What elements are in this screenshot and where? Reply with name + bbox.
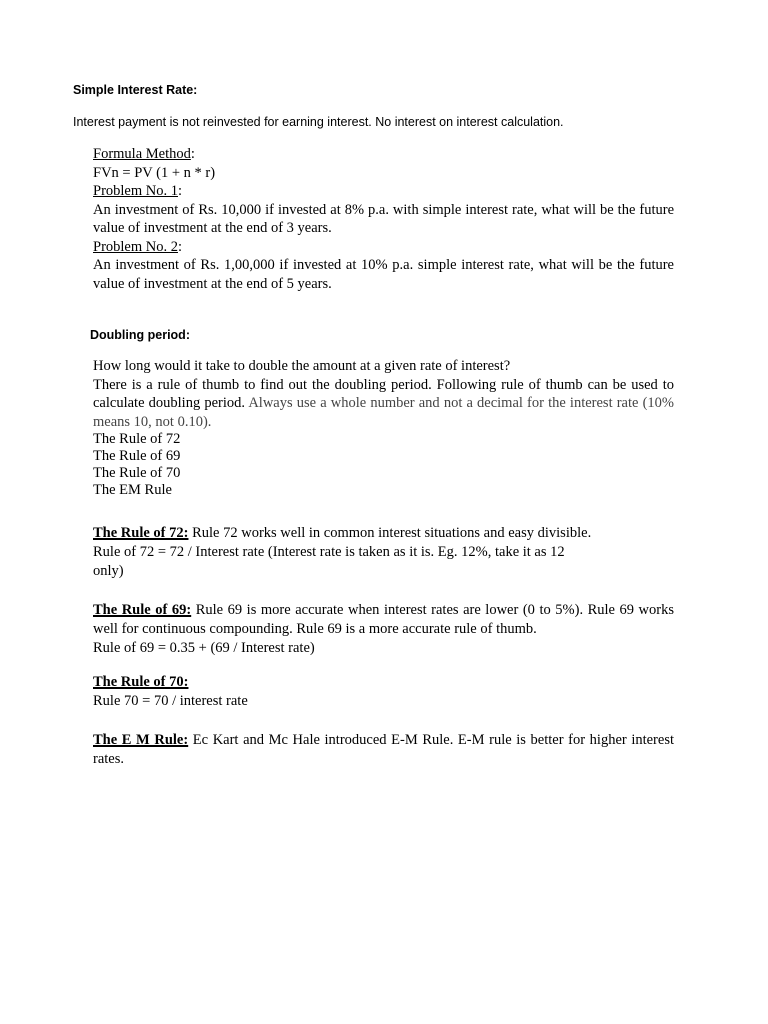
rules-list [93, 431, 674, 499]
formula: FVn = PV (1 + n * r) [93, 164, 216, 181]
rule-69-section [93, 601, 674, 658]
rule-72-formula: Rule of 72 = 72 / Interest rate (Interest rate is taken as it is. Eg. 12%, take it as 12 [93, 544, 565, 560]
doubling-intro-text: There is a rule of thumb to find out the doubling period. Following rule of thumb can be used to calculate doubling period. [93, 376, 674, 411]
simple-interest-heading: Simple Interest Rate: [73, 83, 198, 97]
rule-70-title: The Rule of 70: [93, 674, 189, 690]
em-rule-title: The E M Rule: [93, 732, 189, 748]
rule-72-text: Rule 72 works well in common interest situations and easy divisible. [188, 525, 592, 541]
doubling-period-heading: Doubling period: [90, 328, 190, 342]
simple-interest-description: Interest payment is not reinvested for earning interest. No interest on interest calculation. [73, 115, 564, 129]
rule-72-formula-cont: only) [93, 563, 124, 579]
rule-70-formula: Rule 70 = 70 / interest rate [93, 693, 248, 709]
rule-72-line [93, 524, 674, 543]
rule-70-line [93, 673, 674, 692]
problem-2-label: Problem No. 2 [93, 238, 178, 255]
formula-method-label: Formula Method [93, 146, 191, 162]
rule-72-title: The Rule of 72: [93, 525, 189, 541]
rule-69-formula: Rule of 69 = 0.35 + (69 / Interest rate) [93, 640, 315, 656]
rule-70-section [93, 673, 674, 711]
problem-1-line [93, 182, 674, 201]
doubling-intro [93, 376, 674, 432]
rules-list-item: The EM Rule [93, 482, 172, 498]
rule-69-line [93, 601, 674, 639]
problem-1-text: An investment of Rs. 10,000 if invested at 8% p.a. with simple interest rate, what will be the future value of investment at the end of 3 years. [93, 201, 674, 236]
em-rule-section [93, 731, 674, 769]
problem-2-text: An investment of Rs. 1,00,000 if invested at 10% p.a. simple interest rate, what will be the future value of investment at the end of 5 years. [93, 257, 674, 292]
formula-method-colon: : [190, 146, 195, 162]
rules-list-item: The Rule of 69 [93, 448, 181, 464]
problem-1-colon: : [177, 183, 183, 199]
rule-69-text: Rule 69 is more accurate when interest rates are lower (0 to 5%). Rule 69 works well for continuous compounding. Rule 69 is a more accurate rule of thumb. [93, 602, 674, 637]
formula-method-line [93, 145, 674, 164]
problem-2-colon: : [177, 238, 183, 255]
rule-72-section [93, 524, 674, 581]
rules-list-item: The Rule of 72 [93, 431, 181, 447]
doubling-intro-note: Always use a whole number and not a decimal for the interest rate (10% means 10, not 0.10). [93, 395, 674, 430]
em-rule-text: Ec Kart and Mc Hale introduced E-M Rule. E-M rule is better for higher interest rates. [93, 732, 674, 767]
doubling-period-block [93, 357, 674, 499]
doubling-question: How long would it take to double the amount at a given rate of interest? [93, 358, 511, 374]
rules-list-item: The Rule of 70 [93, 465, 181, 481]
rule-69-title: The Rule of 69: [93, 602, 192, 618]
em-rule-line [93, 731, 674, 769]
problem-1-label: Problem No. 1 [93, 183, 178, 199]
problem-2-line [93, 238, 674, 257]
formula-block [93, 145, 674, 293]
